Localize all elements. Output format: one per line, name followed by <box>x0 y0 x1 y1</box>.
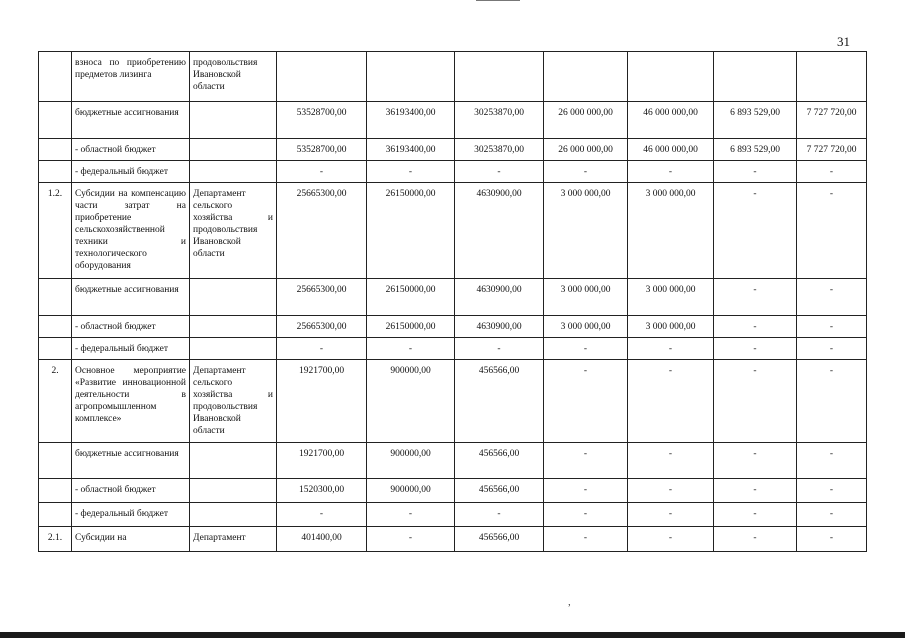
value-cell: - <box>714 527 797 552</box>
row-number-cell <box>39 443 72 479</box>
value-cell: 26 000 000,00 <box>544 102 628 139</box>
row-number-cell <box>39 52 72 102</box>
value-cell: 7 727 720,00 <box>797 102 867 139</box>
value-cell: - <box>455 503 544 527</box>
value-cell: - <box>544 161 628 183</box>
department-cell <box>190 443 277 479</box>
department-cell <box>190 479 277 503</box>
value-cell: - <box>544 527 628 552</box>
value-cell: 26150000,00 <box>367 316 455 338</box>
value-cell <box>277 52 367 102</box>
description-cell: Основное мероприятие «Развитие инновационной деятельности в агропромышленном комплексе» <box>72 360 190 443</box>
value-cell: 6 893 529,00 <box>714 102 797 139</box>
value-cell: 6 893 529,00 <box>714 139 797 161</box>
value-cell: - <box>277 161 367 183</box>
value-cell: 53528700,00 <box>277 139 367 161</box>
department-cell <box>190 279 277 316</box>
value-cell: - <box>797 443 867 479</box>
value-cell <box>797 52 867 102</box>
value-cell <box>367 52 455 102</box>
department-cell <box>190 316 277 338</box>
table-row <box>39 139 867 161</box>
value-cell <box>544 52 628 102</box>
value-cell: 4630900,00 <box>455 183 544 279</box>
department-cell: Департамент <box>190 527 277 552</box>
value-cell: 456566,00 <box>455 527 544 552</box>
value-cell: - <box>277 503 367 527</box>
description-cell: бюджетные ассигнования <box>72 279 190 316</box>
value-cell: - <box>714 360 797 443</box>
value-cell: - <box>544 479 628 503</box>
table-row <box>39 183 867 279</box>
value-cell: - <box>367 503 455 527</box>
value-cell: - <box>628 443 714 479</box>
value-cell: - <box>367 161 455 183</box>
row-number-cell <box>39 316 72 338</box>
value-cell: - <box>797 316 867 338</box>
description-cell: - федеральный бюджет <box>72 161 190 183</box>
value-cell: - <box>367 527 455 552</box>
value-cell <box>455 52 544 102</box>
value-cell: - <box>628 338 714 360</box>
value-cell: 3 000 000,00 <box>628 279 714 316</box>
value-cell: - <box>455 161 544 183</box>
value-cell: 900000,00 <box>367 360 455 443</box>
value-cell: - <box>797 338 867 360</box>
table-row <box>39 338 867 360</box>
row-number-cell <box>39 139 72 161</box>
value-cell: 36193400,00 <box>367 102 455 139</box>
value-cell: - <box>714 503 797 527</box>
value-cell: - <box>628 479 714 503</box>
row-number-cell <box>39 338 72 360</box>
table-row <box>39 360 867 443</box>
value-cell: - <box>797 527 867 552</box>
value-cell: - <box>367 338 455 360</box>
value-cell: 1921700,00 <box>277 360 367 443</box>
value-cell: - <box>544 503 628 527</box>
description-cell: Субсидии на компенсацию части затрат на приобретение сельскохозяйственной техники и технологического оборудования <box>72 183 190 279</box>
value-cell: 1520300,00 <box>277 479 367 503</box>
table-row <box>39 316 867 338</box>
value-cell: 4630900,00 <box>455 279 544 316</box>
value-cell: 25665300,00 <box>277 316 367 338</box>
value-cell: - <box>544 443 628 479</box>
value-cell: - <box>714 183 797 279</box>
department-cell <box>190 503 277 527</box>
value-cell: 456566,00 <box>455 479 544 503</box>
value-cell: 3 000 000,00 <box>544 279 628 316</box>
row-number-cell <box>39 102 72 139</box>
value-cell: 401400,00 <box>277 527 367 552</box>
value-cell: 7 727 720,00 <box>797 139 867 161</box>
description-cell: бюджетные ассигнования <box>72 443 190 479</box>
row-number-cell: 2. <box>39 360 72 443</box>
value-cell: - <box>797 479 867 503</box>
row-number-cell <box>39 161 72 183</box>
value-cell: 3 000 000,00 <box>628 183 714 279</box>
value-cell: 30253870,00 <box>455 102 544 139</box>
row-number-cell: 2.1. <box>39 527 72 552</box>
value-cell: - <box>714 443 797 479</box>
value-cell <box>628 52 714 102</box>
description-cell: взноса по приобретению предметов лизинга <box>72 52 190 102</box>
value-cell: 26150000,00 <box>367 279 455 316</box>
value-cell: 456566,00 <box>455 443 544 479</box>
value-cell: - <box>455 338 544 360</box>
description-cell: - областной бюджет <box>72 316 190 338</box>
table-row <box>39 161 867 183</box>
value-cell: - <box>544 338 628 360</box>
description-cell: Субсидии на <box>72 527 190 552</box>
table-row <box>39 52 867 102</box>
value-cell: 1921700,00 <box>277 443 367 479</box>
table-row <box>39 102 867 139</box>
description-cell: - областной бюджет <box>72 479 190 503</box>
value-cell: - <box>714 479 797 503</box>
value-cell: - <box>714 316 797 338</box>
value-cell: - <box>797 279 867 316</box>
department-cell: продовольствия Ивановской области <box>190 52 277 102</box>
value-cell: 3 000 000,00 <box>544 183 628 279</box>
value-cell: - <box>797 183 867 279</box>
value-cell: - <box>797 503 867 527</box>
value-cell: - <box>277 338 367 360</box>
value-cell: 36193400,00 <box>367 139 455 161</box>
department-cell <box>190 338 277 360</box>
value-cell: 4630900,00 <box>455 316 544 338</box>
top-scan-mark <box>476 0 520 1</box>
value-cell: 26 000 000,00 <box>544 139 628 161</box>
value-cell: 900000,00 <box>367 443 455 479</box>
value-cell: 3 000 000,00 <box>544 316 628 338</box>
value-cell: 456566,00 <box>455 360 544 443</box>
department-cell <box>190 139 277 161</box>
department-cell: Департамент сельского хозяйства и продовольствия Ивановской области <box>190 183 277 279</box>
value-cell: 53528700,00 <box>277 102 367 139</box>
value-cell: 900000,00 <box>367 479 455 503</box>
department-cell <box>190 161 277 183</box>
value-cell <box>714 52 797 102</box>
table-row <box>39 479 867 503</box>
value-cell: - <box>714 338 797 360</box>
description-cell: - областной бюджет <box>72 139 190 161</box>
stray-mark: , <box>568 596 571 608</box>
value-cell: 30253870,00 <box>455 139 544 161</box>
row-number-cell <box>39 503 72 527</box>
description-cell: - федеральный бюджет <box>72 338 190 360</box>
row-number-cell: 1.2. <box>39 183 72 279</box>
row-number-cell <box>39 279 72 316</box>
value-cell: 46 000 000,00 <box>628 139 714 161</box>
department-cell: Департамент сельского хозяйства и продовольствия Ивановской области <box>190 360 277 443</box>
table-row <box>39 279 867 316</box>
value-cell: - <box>628 161 714 183</box>
value-cell: 46 000 000,00 <box>628 102 714 139</box>
value-cell: - <box>714 279 797 316</box>
value-cell: 3 000 000,00 <box>628 316 714 338</box>
budget-table <box>38 51 867 552</box>
value-cell: - <box>797 161 867 183</box>
page-number: 31 <box>837 34 850 49</box>
description-cell: - федеральный бюджет <box>72 503 190 527</box>
value-cell: - <box>797 360 867 443</box>
table-row <box>39 443 867 479</box>
value-cell: - <box>544 360 628 443</box>
value-cell: 25665300,00 <box>277 279 367 316</box>
value-cell: - <box>628 360 714 443</box>
table-row <box>39 503 867 527</box>
table-body <box>39 52 867 552</box>
row-number-cell <box>39 479 72 503</box>
bottom-scan-bar <box>0 632 905 638</box>
value-cell: - <box>628 527 714 552</box>
value-cell: 25665300,00 <box>277 183 367 279</box>
table-row <box>39 527 867 552</box>
department-cell <box>190 102 277 139</box>
description-cell: бюджетные ассигнования <box>72 102 190 139</box>
value-cell: 26150000,00 <box>367 183 455 279</box>
value-cell: - <box>628 503 714 527</box>
value-cell: - <box>714 161 797 183</box>
